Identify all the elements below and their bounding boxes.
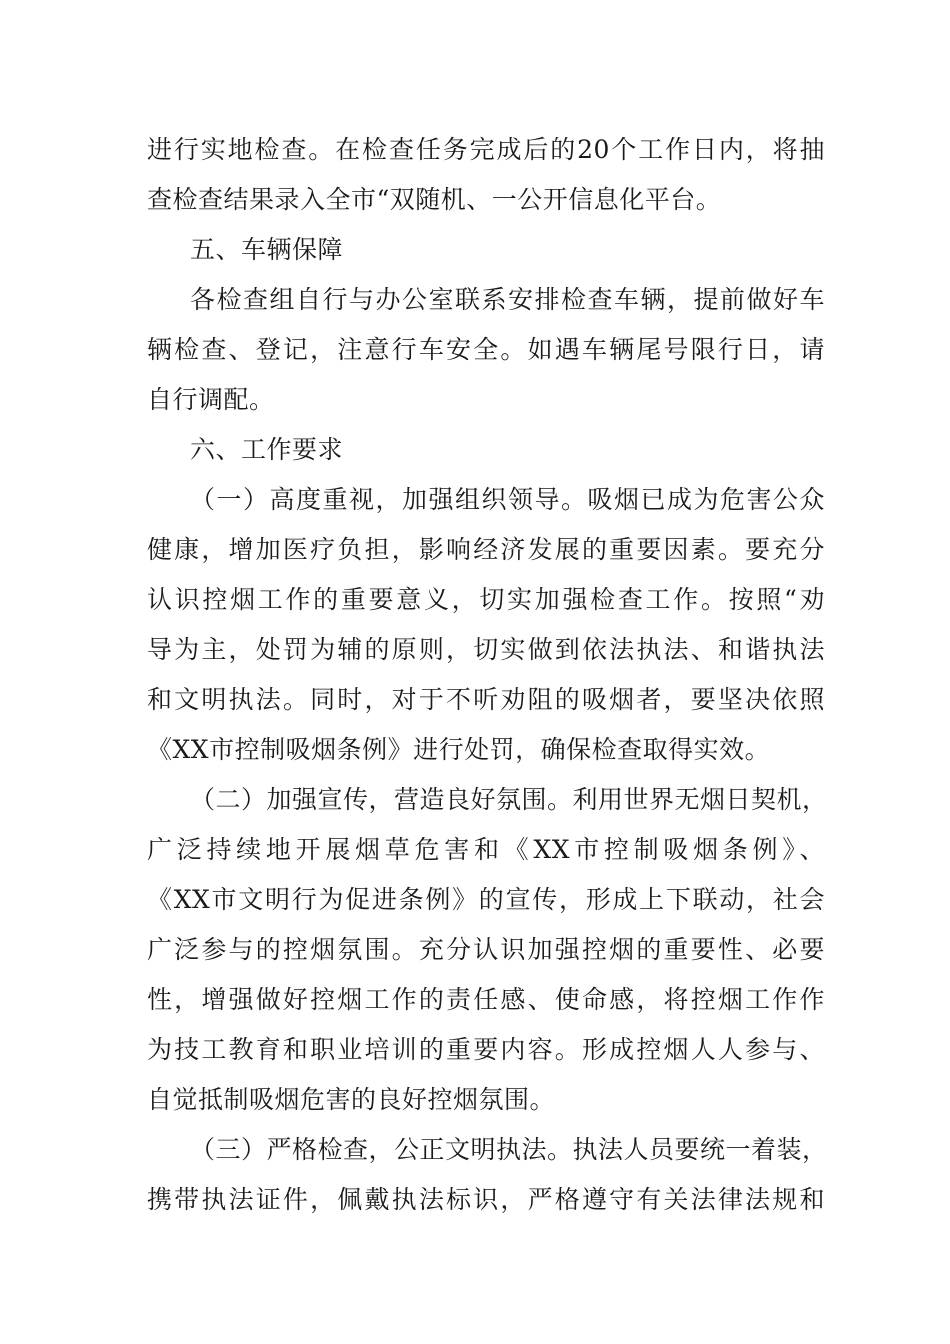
body-text-line: （二）加强宣传，营造良好氛围。利用世界无烟日契机， [190, 785, 828, 814]
section-heading-vehicle: 五、车辆保障 [190, 235, 344, 264]
body-text-line: 为技工教育和职业培训的重要内容。形成控烟人人参与、 [147, 1035, 825, 1064]
body-text-line: 《XX市文明行为促进条例》的宣传，形成上下联动，社会 [147, 885, 825, 914]
body-text-line: 辆检查、登记，注意行车安全。如遇车辆尾号限行日，请 [147, 335, 825, 364]
body-text-line: 健康，增加医疗负担，影响经济发展的重要因素。要充分 [147, 535, 825, 564]
body-text-line: 进行实地检查。在检查任务完成后的20个工作日内，将抽 [147, 135, 825, 164]
body-text-line: 性，增强做好控烟工作的责任感、使命感，将控烟工作作 [147, 985, 825, 1014]
body-text-line: 广泛持续地开展烟草危害和《XX市控制吸烟条例》、 [147, 835, 825, 864]
body-text-line: 携带执法证件，佩戴执法标识，严格遵守有关法律法规和 [147, 1185, 825, 1214]
body-text-line: 广泛参与的控烟氛围。充分认识加强控烟的重要性、必要 [147, 935, 825, 964]
body-text-line: 查检查结果录入全市“双随机、一公开信息化平台。 [147, 185, 722, 214]
body-text-line: 《XX市控制吸烟条例》进行处罚，确保检查取得实效。 [147, 735, 771, 764]
body-text-line: 和文明执法。同时，对于不听劝阻的吸烟者，要坚决依照 [147, 685, 825, 714]
section-heading-requirements: 六、工作要求 [190, 435, 344, 464]
body-text-line: 各检查组自行与办公室联系安排检查车辆，提前做好车 [190, 285, 825, 314]
body-text-line: 自觉抵制吸烟危害的良好控烟氛围。 [147, 1085, 556, 1114]
body-text-line: 认识控烟工作的重要意义，切实加强检查工作。按照“劝 [147, 585, 825, 614]
body-text-line: 导为主，处罚为辅的原则，切实做到依法执法、和谐执法 [147, 635, 825, 664]
body-text-line: （三）严格检查，公正文明执法。执法人员要统一着装， [190, 1135, 828, 1164]
body-text-line: 自行调配。 [147, 385, 275, 414]
body-text-line: （一）高度重视，加强组织领导。吸烟已成为危害公众 [190, 485, 825, 514]
